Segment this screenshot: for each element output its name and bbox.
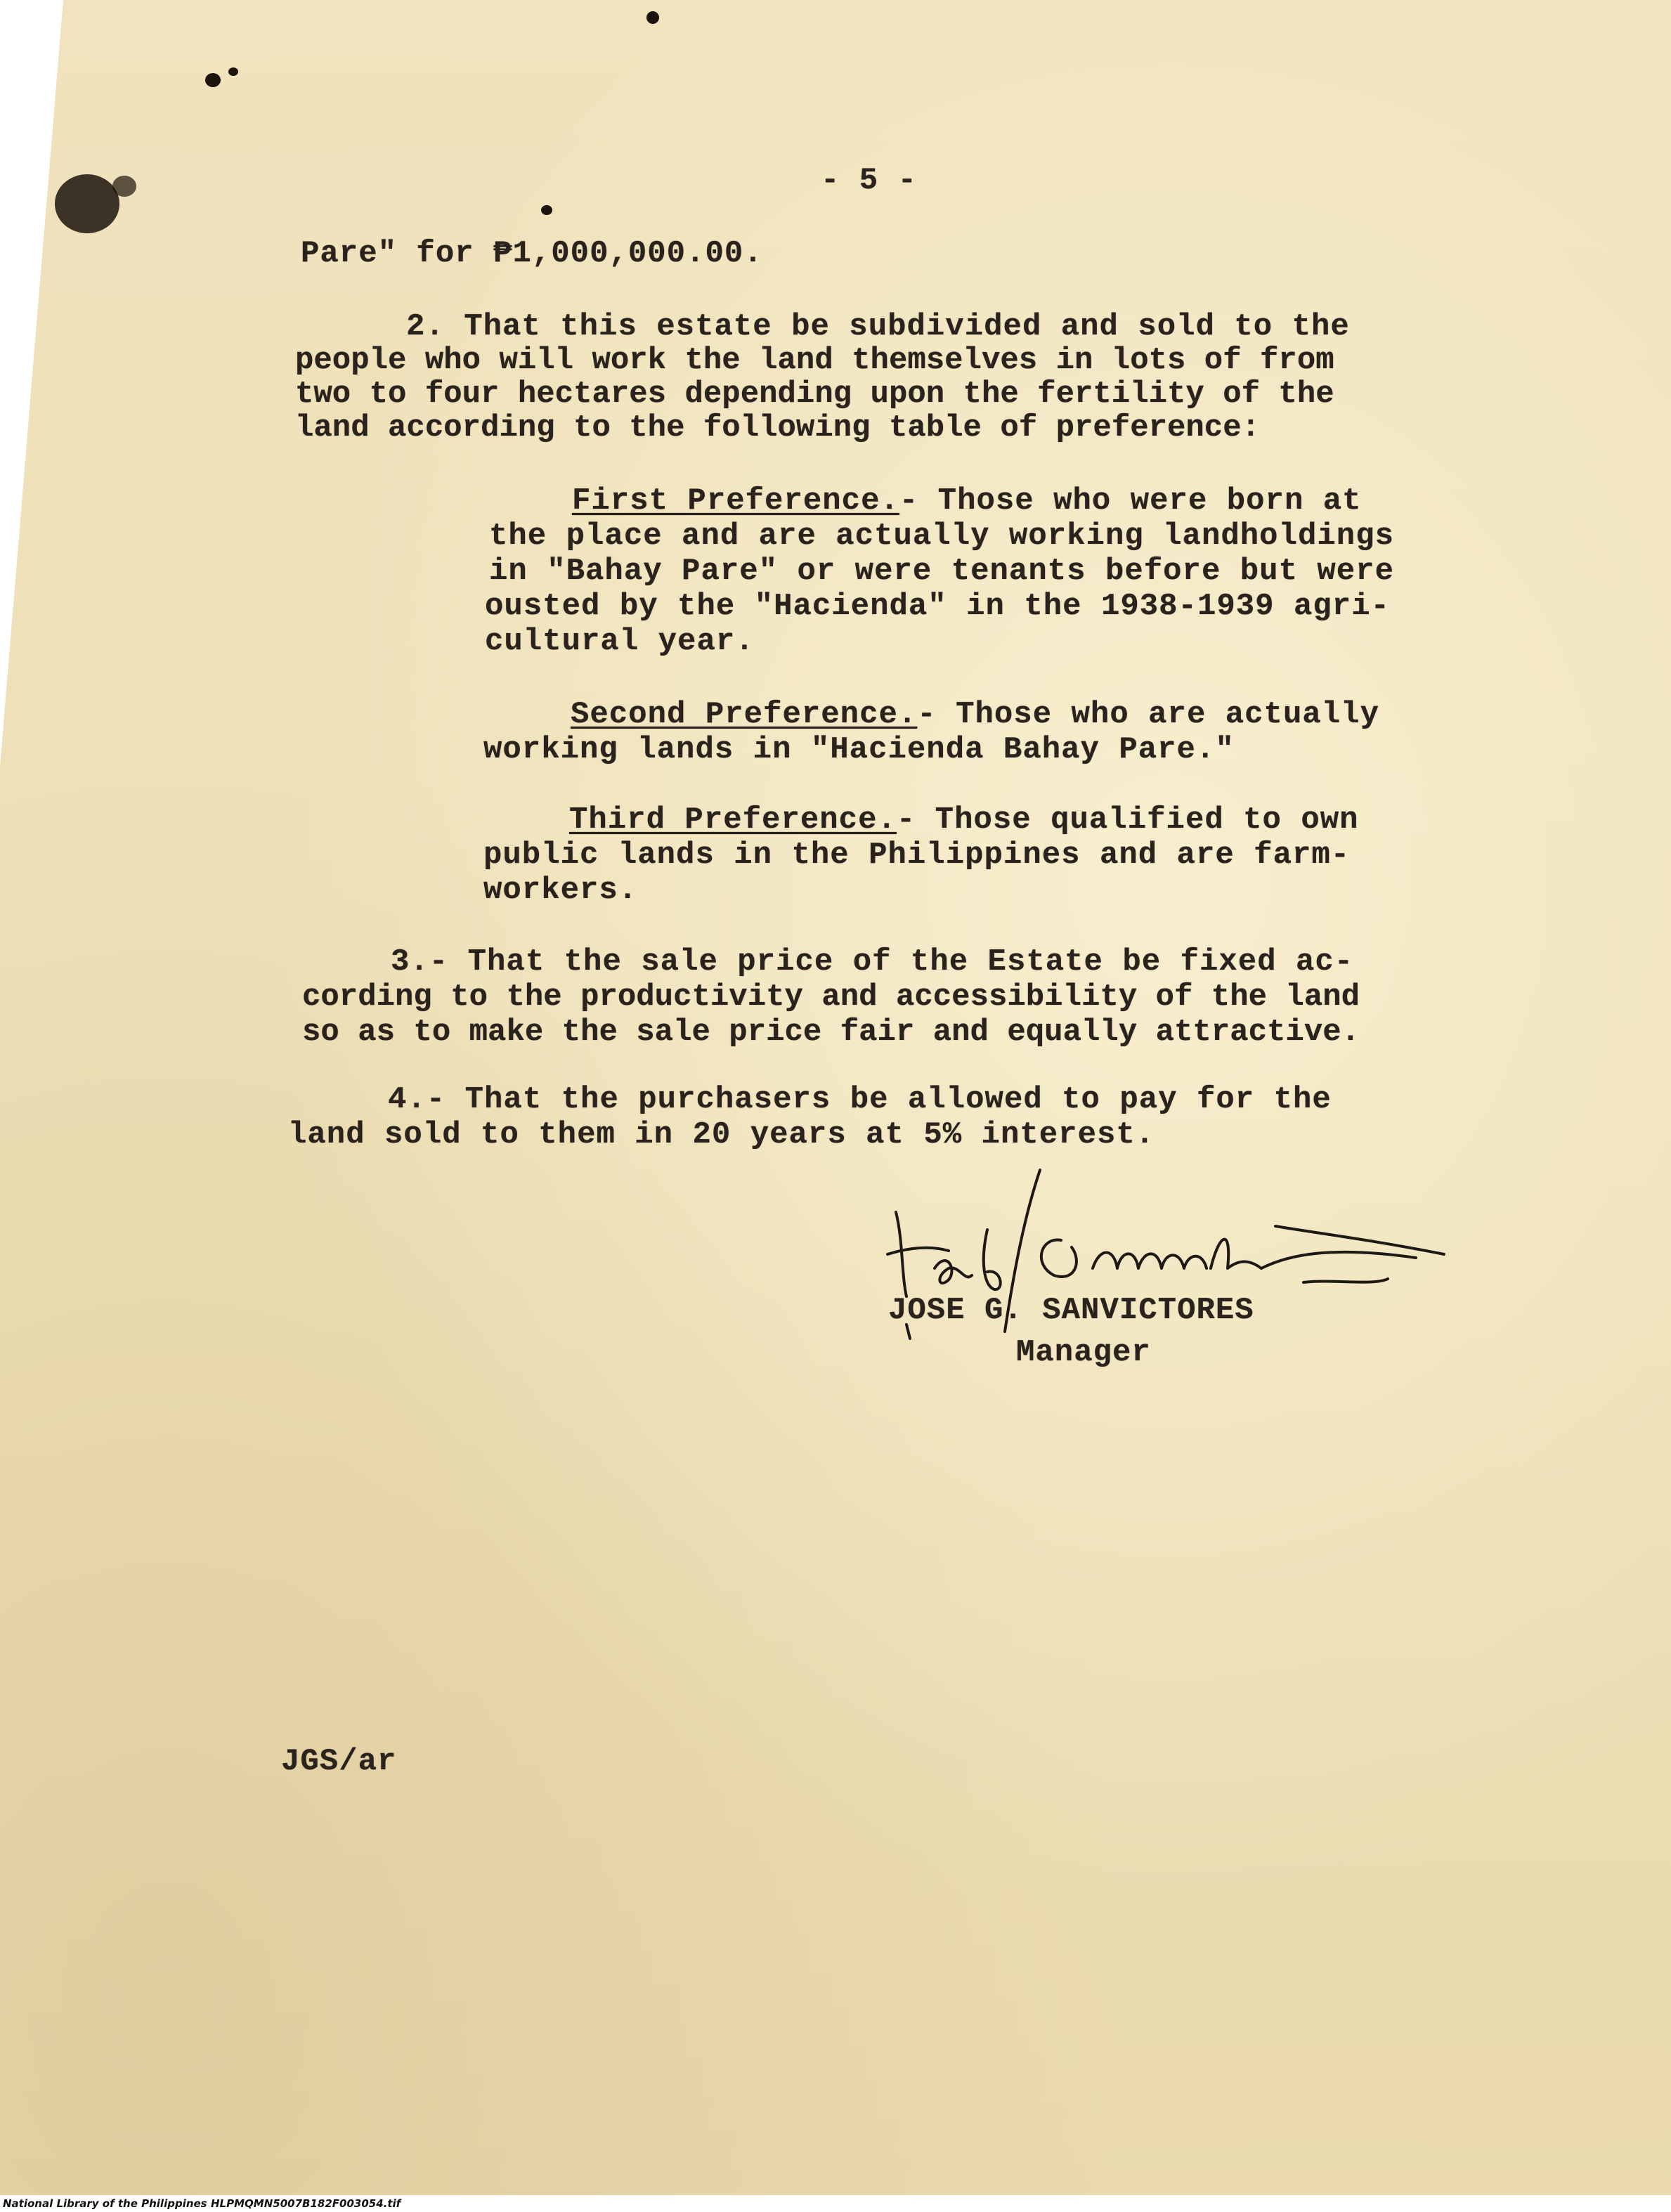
para3-line: so as to make the sale price fair and equally attractive. [302,1015,1360,1050]
second-preference-title: Second Preference. [571,697,918,732]
first-preference-title: First Preference. [572,483,899,519]
third-preference-title: Third Preference. [569,802,897,838]
ink-stain [228,67,238,76]
second-preference-text: - Those who are actually [917,697,1379,732]
para3-line: 3.- That the sale price of the Estate be fixed ac- [391,944,1354,980]
third-preference [569,802,1359,838]
torn-corner [0,0,63,766]
first-preference-text: - Those who were born at [899,483,1362,519]
third-preference-line: public lands in the Philippines and are farm- [483,838,1351,873]
ink-stain [646,11,659,24]
para2-line: two to four hectares depending upon the fertility of the [295,377,1334,412]
footer-library: National Library of the Philippines [3,2197,207,2210]
page-number: - 5 - [821,163,918,198]
first-preference-line: cultural year. [485,624,755,659]
ink-stain [55,174,119,233]
handwritten-signature [882,1163,1486,1360]
first-preference [572,483,1362,519]
para3-line: cording to the productivity and accessibility of the land [302,980,1360,1015]
footer-file-id: HLPMQMN5007B182F003054.tif [211,2197,401,2210]
ink-stain [205,73,221,87]
third-preference-text: - Those qualified to own [896,802,1359,838]
second-preference [571,697,1379,732]
first-preference-line: in "Bahay Pare" or were tenants before but were [489,554,1395,589]
scan-footer [0,2195,1671,2212]
signatory-name: JOSE G. SANVICTORES [888,1293,1254,1328]
typist-initials: JGS/ar [281,1744,397,1779]
para4-line: land sold to them in 20 years at 5% interest. [288,1117,1155,1152]
para2-line: people who will work the land themselves in lots of from [295,343,1334,378]
para4-line: 4.- That the purchasers be allowed to pay for the [388,1082,1332,1117]
intro-line: Pare" for ₱1,000,000.00. [301,236,763,271]
third-preference-line: workers. [483,873,638,908]
first-preference-line: the place and are actually working landholdings [489,519,1395,554]
ink-stain [541,205,552,215]
para2-line: land according to the following table of preference: [295,410,1261,445]
signatory-title: Manager [1016,1335,1151,1370]
second-preference-line: working lands in "Hacienda Bahay Pare." [483,732,1235,767]
para2-line: 2. That this estate be subdivided and sold to the [406,309,1350,344]
ink-stain [112,176,136,197]
first-preference-line: ousted by the "Hacienda" in the 1938-1939 agri- [485,589,1391,624]
